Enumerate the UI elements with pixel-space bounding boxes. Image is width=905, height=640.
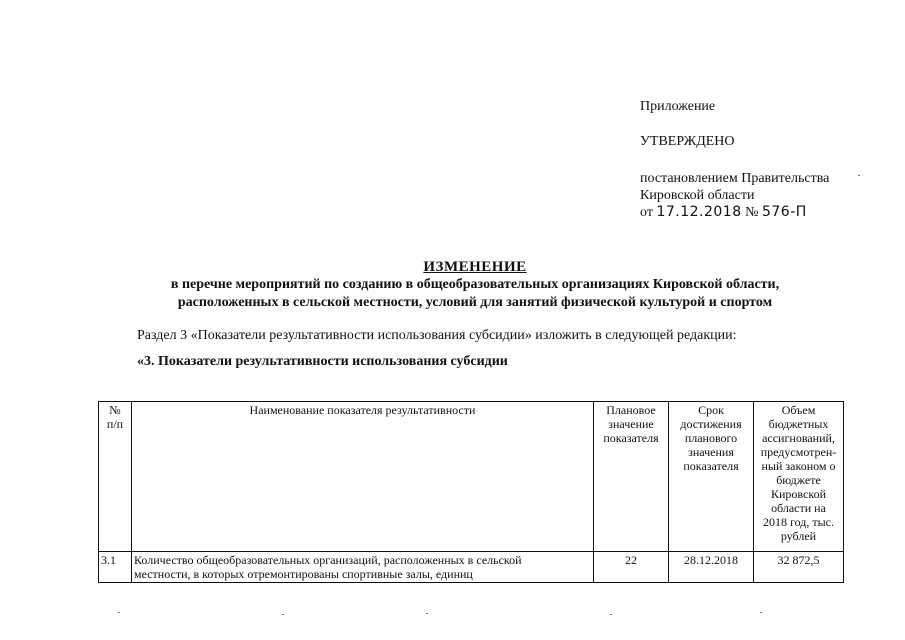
annex-label: Приложение (640, 99, 716, 114)
row-name: Количество общеобразовательных организаций, расположенных в сельской местности, в которых отремонтированы спортивные залы, единиц (132, 552, 594, 583)
scan-speck (760, 612, 762, 613)
scan-speck (118, 612, 120, 613)
title-line-2: расположенных в сельской местности, условий для занятий физической культурой и спортом (177, 295, 773, 310)
header-term: Срок достижения планового значения показателя (669, 402, 754, 552)
decree-date-line (640, 204, 829, 221)
handwritten-date: 17.12.2018 (656, 204, 742, 220)
scan-speck (282, 614, 284, 615)
document-title: ИЗМЕНЕНИЕ (423, 259, 527, 275)
row-num: 3.1 (99, 552, 132, 583)
scan-speck (610, 614, 612, 615)
header-volume: Объем бюджетных ассигнований, предусмотрен- ный законом о бюджете Кировской области на 2018 год, тыс. рублей (754, 402, 844, 552)
approved-label: УТВЕРЖДЕНО (640, 134, 735, 149)
row-term: 28.12.2018 (669, 552, 754, 583)
approval-block (640, 98, 829, 221)
handwritten-number: 576-П (761, 204, 807, 220)
table-row (99, 552, 844, 583)
section-heading: «3. Показатели результативности использования субсидии (137, 354, 508, 369)
indicators-table (98, 401, 844, 583)
header-plan: Плановое значение показателя (594, 402, 669, 552)
section-instruction: Раздел 3 «Показатели результативности использования субсидии» изложить в следующей редакции: (137, 328, 737, 343)
decree-line-1: постановлением Правительства (640, 171, 830, 186)
table-header-row (99, 402, 844, 552)
document-title-block (100, 258, 850, 312)
scan-speck (858, 175, 860, 176)
header-num: № п/п (99, 402, 132, 552)
scan-speck (426, 613, 428, 614)
header-name: Наименование показателя результативности (132, 402, 594, 552)
row-volume: 32 872,5 (754, 552, 844, 583)
row-plan: 22 (594, 552, 669, 583)
title-line-1: в перечне мероприятий по созданию в общеобразовательных организациях Кировской области, (170, 277, 780, 292)
decree-line-2: Кировской области (640, 188, 755, 203)
number-sign: № (745, 205, 759, 220)
date-prefix: от (640, 205, 653, 220)
